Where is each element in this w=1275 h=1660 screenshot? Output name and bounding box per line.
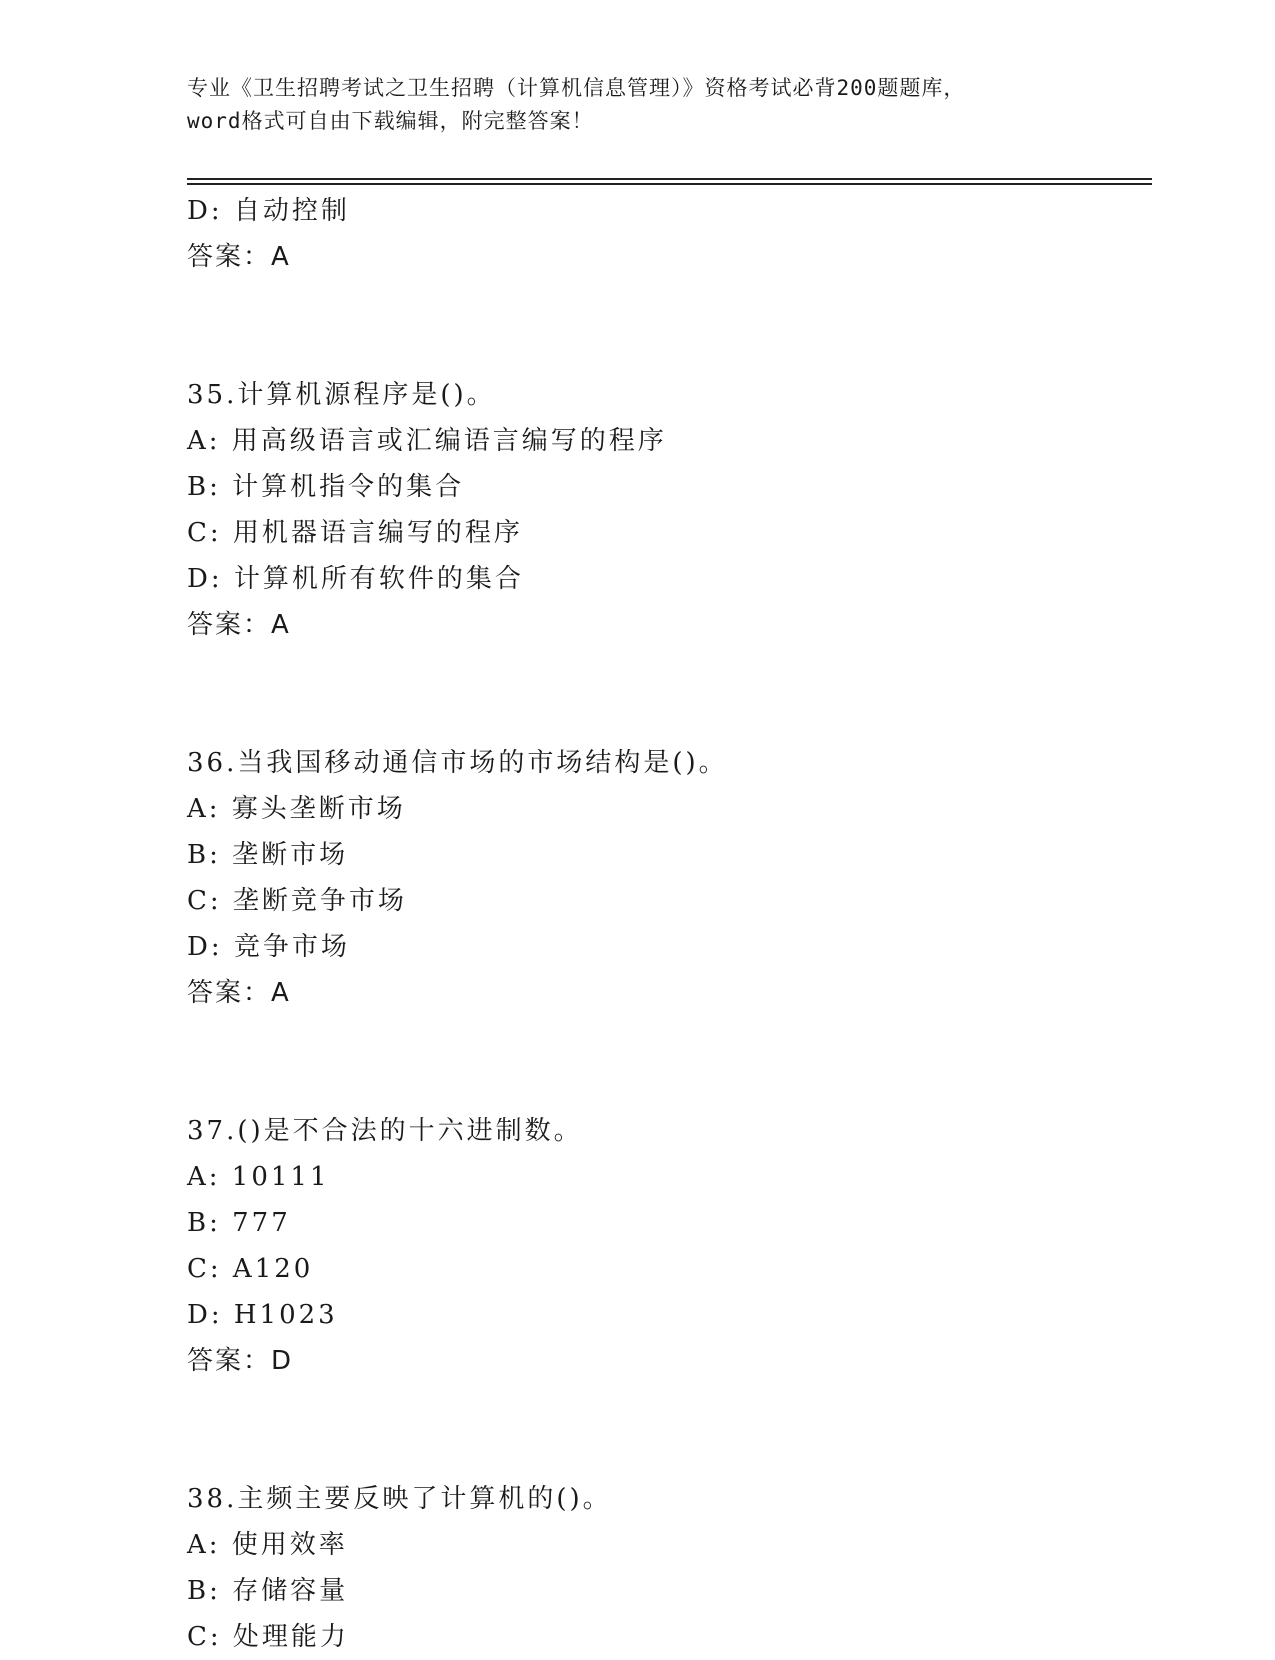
spacer	[187, 648, 1137, 740]
option-d: D: 竞争市场	[187, 932, 350, 962]
answer-line: 答案：D	[187, 1346, 294, 1376]
spacer	[187, 1016, 1137, 1108]
option-a: A: 10111	[187, 1162, 330, 1192]
option-c: C: 垄断竞争市场	[187, 886, 407, 916]
option-a: A: 用高级语言或汇编语言编写的程序	[187, 426, 667, 456]
answer-line: 答案：A	[187, 242, 291, 272]
answer-line: 答案：A	[187, 610, 291, 640]
spacer	[187, 1384, 1137, 1476]
option-c: C: 用机器语言编写的程序	[187, 518, 523, 548]
option-b: B: 777	[187, 1208, 291, 1238]
answer-line: 答案：A	[187, 978, 291, 1008]
document-header	[187, 72, 1087, 138]
option-d: D: H1023	[187, 1300, 338, 1330]
option-b: B: 计算机指令的集合	[187, 472, 465, 502]
spacer	[187, 280, 1137, 372]
question-stem: 38.主频主要反映了计算机的()。	[187, 1484, 612, 1514]
header-line-1: 专业《卫生招聘考试之卫生招聘（计算机信息管理）》资格考试必背200题题库，	[187, 76, 966, 100]
header-line-2: word格式可自由下载编辑，附完整答案！	[187, 109, 594, 133]
option-a: A: 寡头垄断市场	[187, 794, 406, 824]
header-divider-bottom	[187, 183, 1152, 185]
option-b: B: 存储容量	[187, 1576, 349, 1606]
question-stem: 35.计算机源程序是()。	[187, 380, 496, 410]
header-divider-top	[187, 178, 1152, 180]
option-d: D: 计算机所有软件的集合	[187, 564, 524, 594]
option-d: D: 自动控制	[187, 196, 350, 226]
question-list	[187, 188, 1137, 1660]
question-stem: 36.当我国移动通信市场的市场结构是()。	[187, 748, 728, 778]
option-c: C: A120	[187, 1254, 314, 1284]
question-stem: 37.()是不合法的十六进制数。	[187, 1116, 583, 1146]
option-a: A: 使用效率	[187, 1530, 348, 1560]
option-b: B: 垄断市场	[187, 840, 349, 870]
option-c: C: 处理能力	[187, 1622, 349, 1652]
